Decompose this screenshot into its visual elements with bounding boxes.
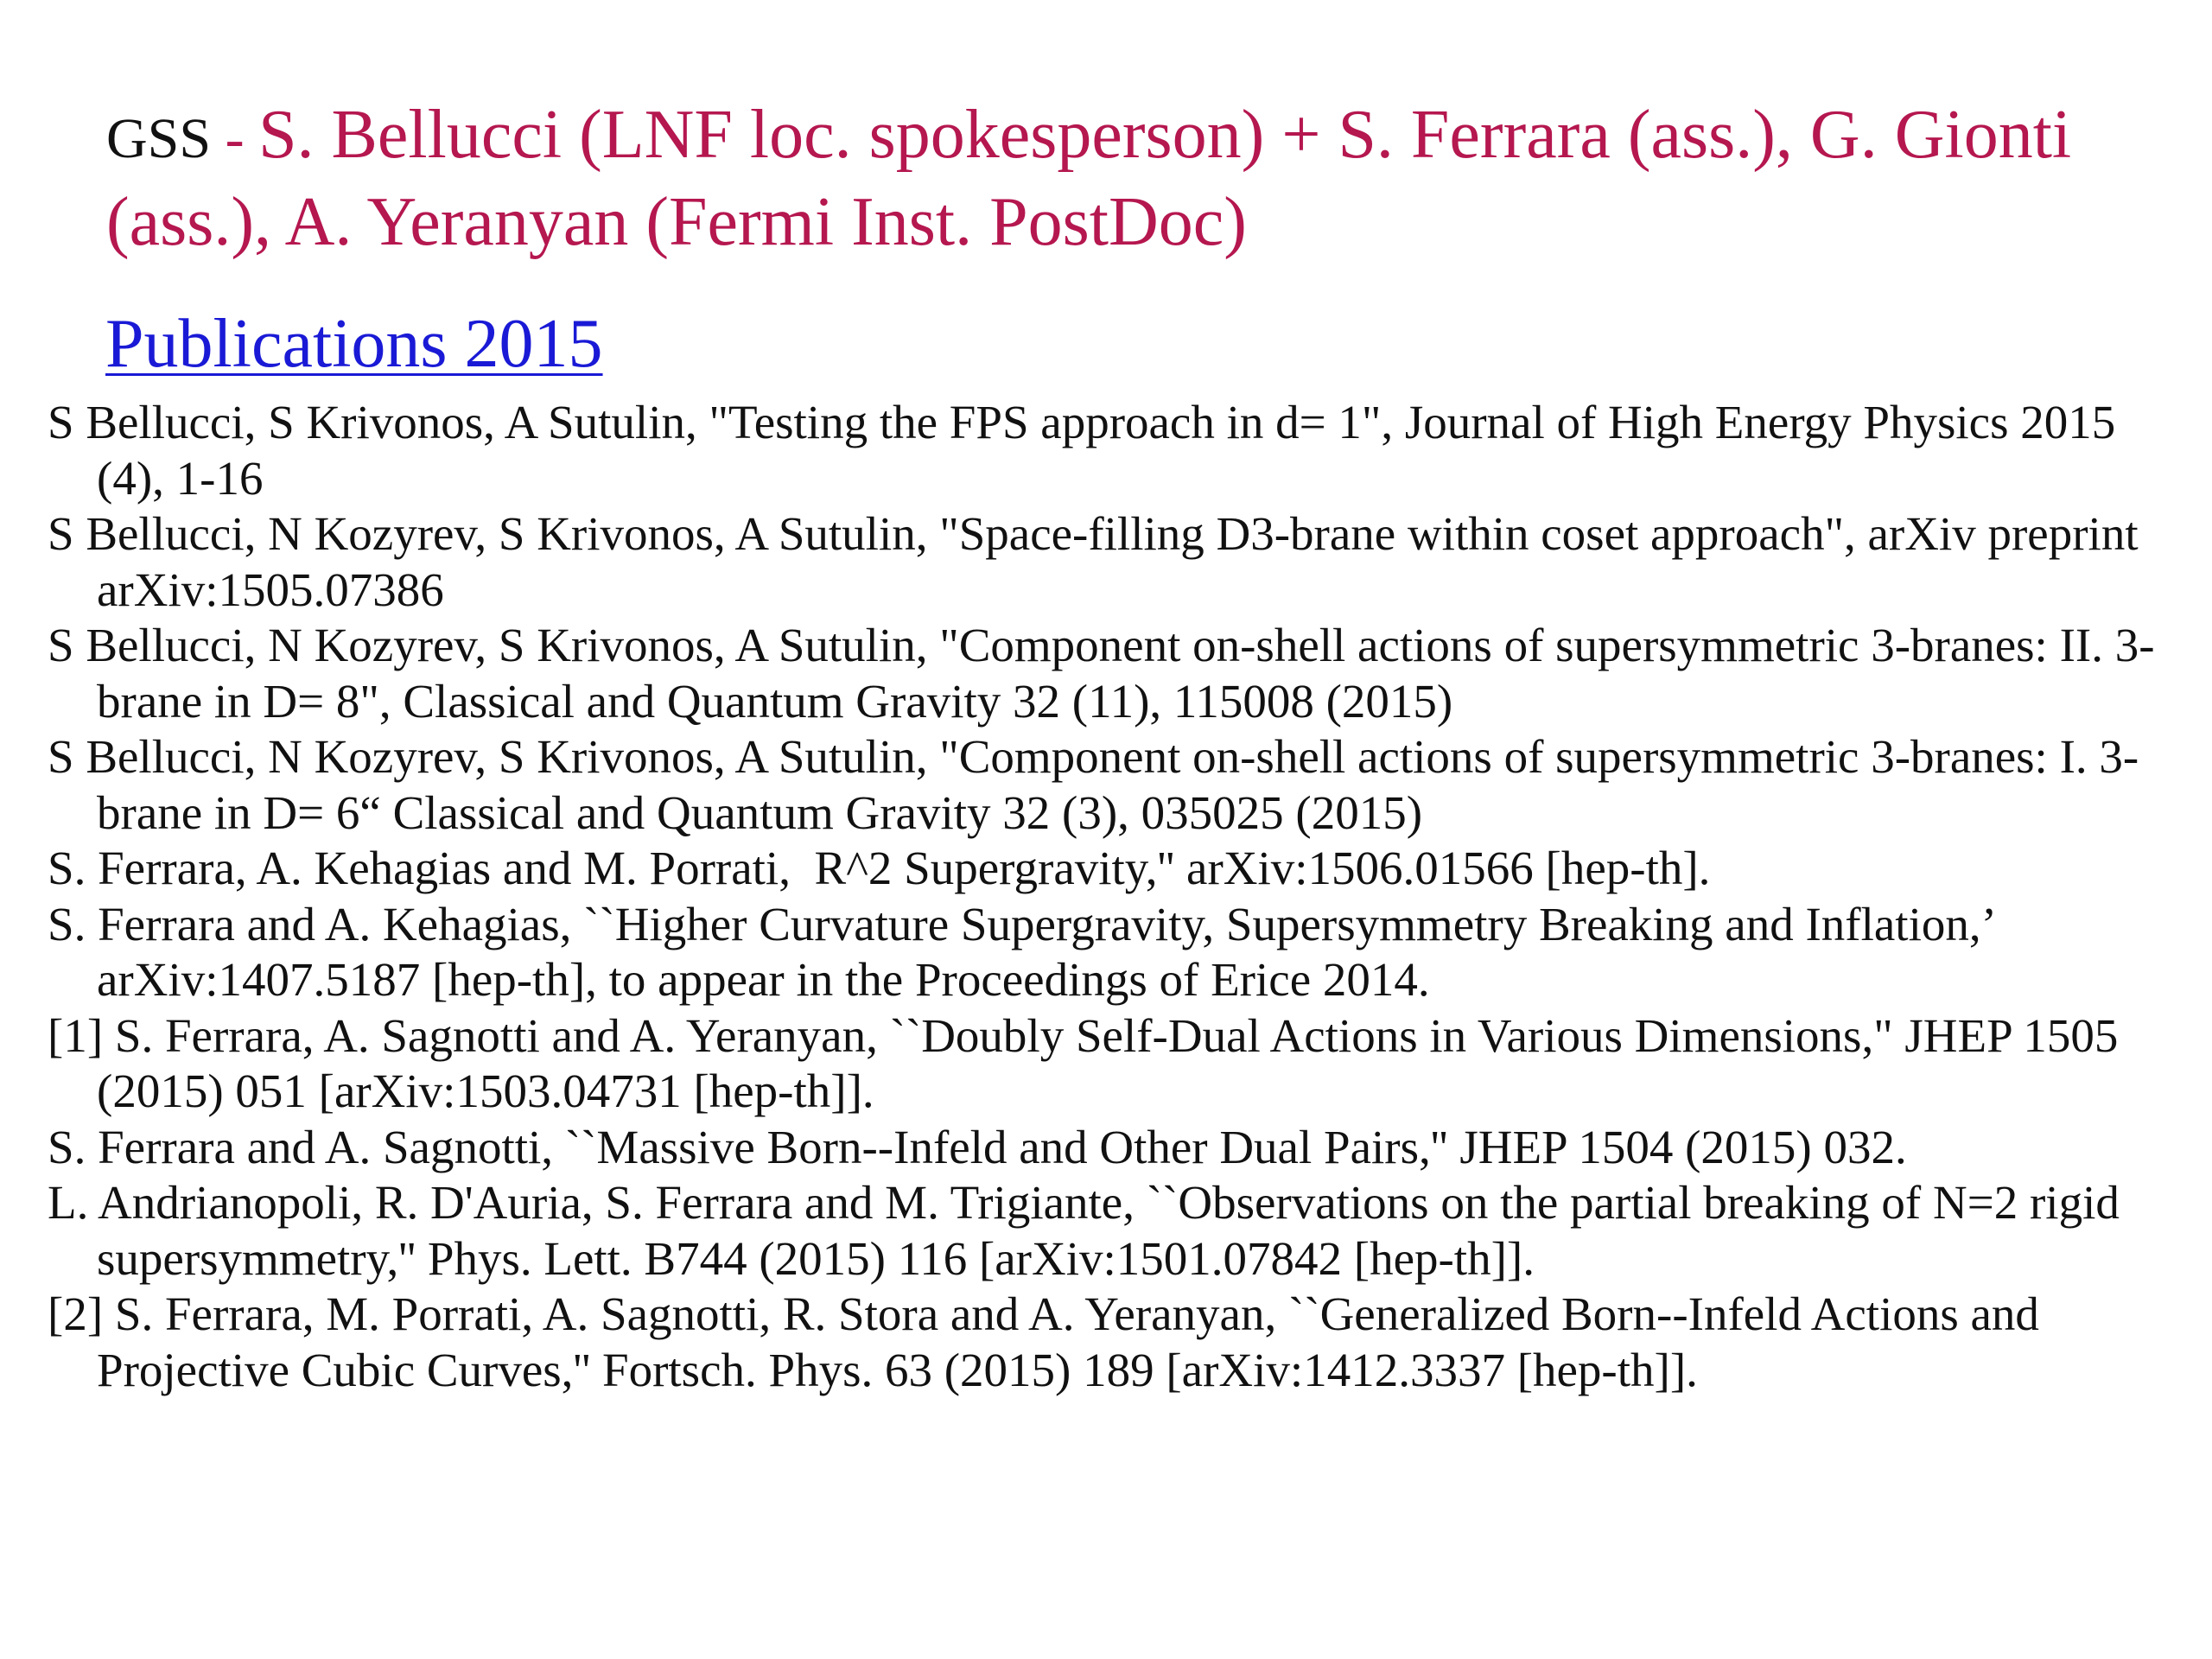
publication-item: L. Andrianopoli, R. D'Auria, S. Ferrara and M. Trigiante, ``Observations on the partial breaking of N=2 rigid supersymmetry,'' Phys. Lett. B744 (2015) 116 [arXiv:1501.07842 [hep-th]]. [48,1176,2132,1285]
publication-list [48,395,2182,1398]
publications-link[interactable]: Publications 2015 [105,306,603,382]
publication-item: S Bellucci, N Kozyrev, S Krivonos, A Sutulin, "Component on-shell actions of supersymmetric 3-branes: I. 3-brane in D= 6“ Classical and Quantum Gravity 32 (3), 035025 (2015) [48,730,2139,839]
publication-item: S. Ferrara, A. Kehagias and M. Porrati, R^2 Supergravity,'' arXiv:1506.01566 [hep-th]. [48,842,1711,894]
publication-item: S Bellucci, S Krivonos, A Sutulin, "Testing the FPS approach in d= 1", Journal of High Energy Physics 2015 (4), 1-16 [48,396,2127,505]
title-separator: - [211,107,259,170]
publication-item: S. Ferrara and A. Sagnotti, ``Massive Born--Infeld and Other Dual Pairs,'' JHEP 1504 (2015) 032. [48,1120,1907,1173]
publication-item: S Bellucci, N Kozyrev, S Krivonos, A Sutulin, "Space-filling D3-brane within coset approach", arXiv preprint arXiv:1505.07386 [48,507,2151,616]
publication-item: S. Ferrara and A. Kehagias, ``Higher Curvature Supergravity, Supersymmetry Breaking and Inflation,’ arXiv:1407.5187 [hep-th], to appear in the Proceedings of Erice 2014. [48,897,2005,1006]
team-members: S. Bellucci (LNF loc. spokesperson) + S. Ferrara (ass.), G. Gionti (ass.), A. Yeranyan (Fermi Inst. PostDoc) [106,97,2072,260]
publication-item: S Bellucci, N Kozyrev, S Krivonos, A Sutulin, "Component on-shell actions of supersymmetric 3-branes: II. 3-brane in D= 8", Classical and Quantum Gravity 32 (11), 115008 (2015) [48,619,2155,728]
publication-item: [1] S. Ferrara, A. Sagnotti and A. Yeranyan, ``Doubly Self-Dual Actions in Various Dimensions," JHEP 1505 (2015) 051 [arXiv:1503.04731 [hep-th]]. [48,1008,2131,1117]
publication-item: [2] S. Ferrara, M. Porrati, A. Sagnotti, R. Stora and A. Yeranyan, ``Generalized Born--Infeld Actions and Projective Cubic Curves,'' Fortsch. Phys. 63 (2015) 189 [arXiv:1412.3337 [hep-th]]. [48,1287,2051,1396]
group-acronym: GSS [106,107,212,170]
slide-title [106,93,2094,264]
